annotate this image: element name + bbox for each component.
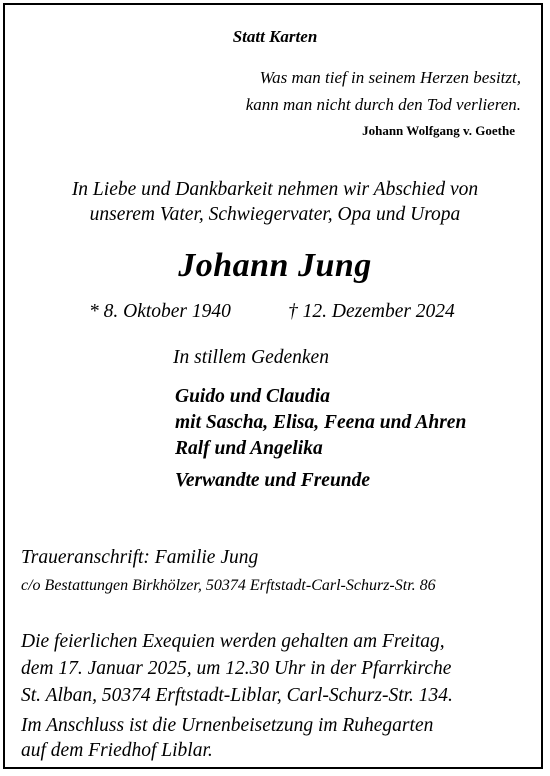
service-line-5: auf dem Friedhof Liblar. [21, 740, 213, 761]
family-line-1: Guido und Claudia [175, 386, 330, 407]
service-line-3: St. Alban, 50374 Erftstadt-Liblar, Carl-Schurz-Str. 134. [21, 685, 453, 706]
mourning-address-line-1: Traueranschrift: Familie Jung [21, 547, 259, 568]
family-line-2: mit Sascha, Elisa, Feena und Ahren [175, 412, 467, 433]
memory-line: In stillem Gedenken [173, 347, 329, 368]
quote-author: Johann Wolfgang v. Goethe [362, 123, 515, 138]
quote-line-2: kann man nicht durch den Tod verlieren. [245, 95, 521, 114]
family-line-4: Verwandte und Freunde [175, 470, 371, 491]
intro-line-1: In Liebe und Dankbarkeit nehmen wir Abschied von [71, 179, 479, 200]
family-line-3: Ralf und Angelika [175, 438, 323, 459]
notice-heading: Statt Karten [232, 27, 318, 46]
birth-date: * 8. Oktober 1940 [89, 301, 231, 322]
service-line-2: dem 17. Januar 2025, um 12.30 Uhr in der Pfarrkirche [21, 658, 452, 679]
quote-line-1: Was man tief in seinem Herzen besitzt, [259, 68, 521, 87]
intro-line-2: unserem Vater, Schwiegervater, Opa und Uropa [89, 204, 461, 225]
service-line-1: Die feierlichen Exequien werden gehalten am Freitag, [21, 631, 445, 652]
death-date: † 12. Dezember 2024 [288, 301, 455, 322]
deceased-name: Johann Jung [178, 247, 372, 284]
mourning-address-line-2: c/o Bestattungen Birkhölzer, 50374 Erftstadt-Carl-Schurz-Str. 86 [21, 577, 436, 594]
obituary-notice [3, 3, 543, 769]
service-line-4: Im Anschluss ist die Urnenbeisetzung im Ruhegarten [21, 715, 434, 736]
